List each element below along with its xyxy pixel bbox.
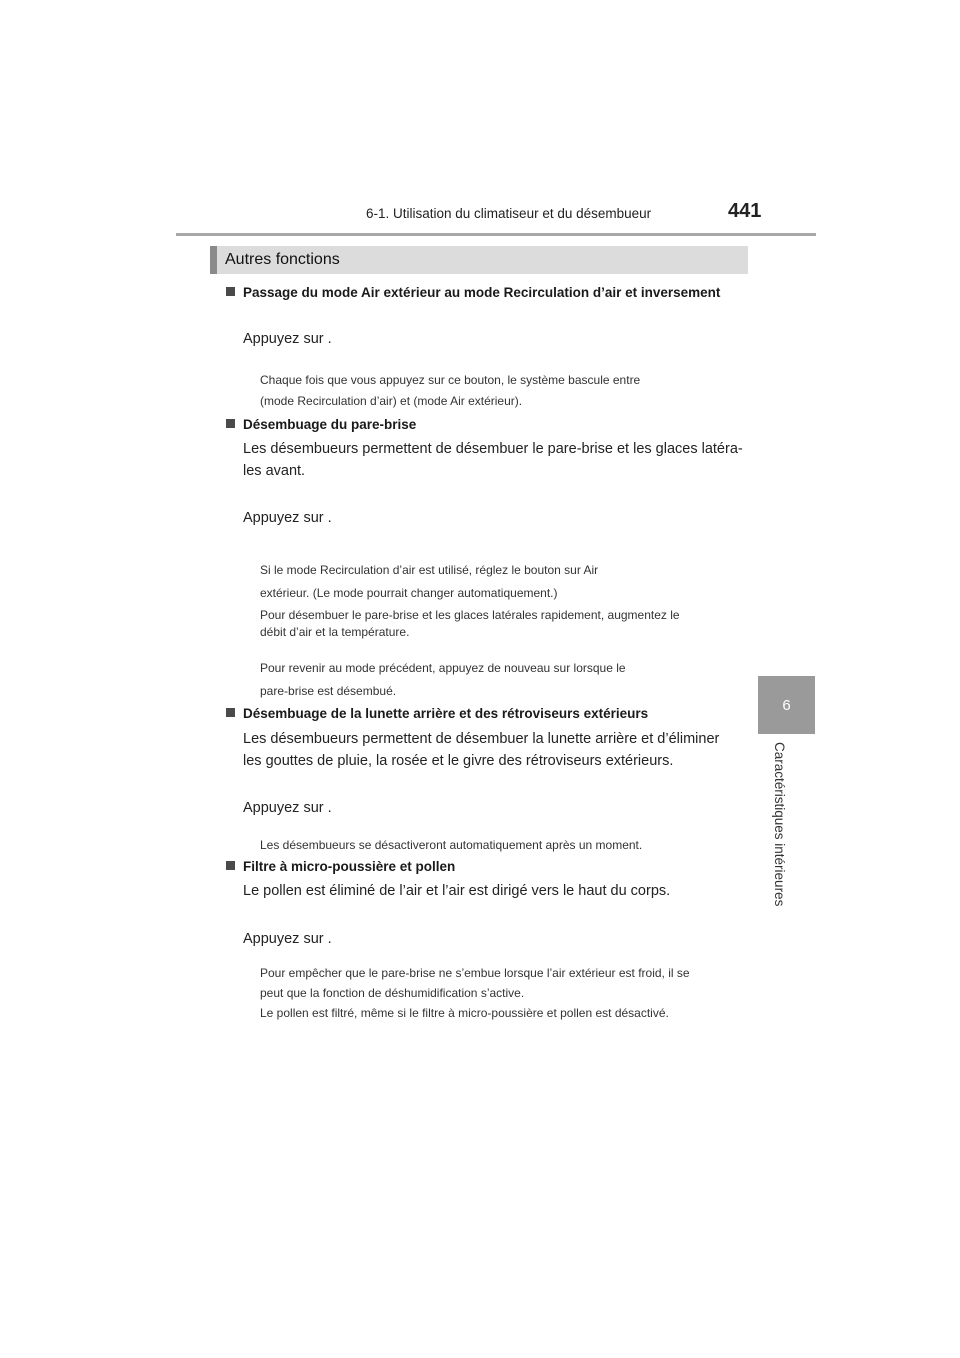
instruction-text: Appuyez sur . xyxy=(243,800,332,816)
note-text: extérieur. (Le mode pourrait changer automatiquement.) xyxy=(260,586,558,600)
bullet-square-icon xyxy=(226,861,235,870)
instruction-text: Appuyez sur . xyxy=(243,931,332,947)
note-text: Pour désembuer le pare-brise et les glaces latérales rapidement, augmentez le xyxy=(260,608,680,622)
subsection-title xyxy=(226,417,416,432)
subsection-title-text: Filtre à micro-poussière et pollen xyxy=(243,859,456,874)
bullet-square-icon xyxy=(226,287,235,296)
note-text: (mode Recirculation d’air) et (mode Air extérieur). xyxy=(260,394,523,408)
description-text: Les désembueurs permettent de désembuer la lunette arrière et d’éliminer xyxy=(243,731,720,747)
chapter-number: 6 xyxy=(782,696,791,714)
bullet-square-icon xyxy=(226,419,235,428)
subsection-title-text: Désembuage du pare-brise xyxy=(243,417,417,432)
page-number: 441 xyxy=(728,200,762,222)
note-text: Le pollen est filtré, même si le filtre à micro-poussière et pollen est désactivé. xyxy=(260,1006,669,1020)
description-text: les gouttes de pluie, la rosée et le givre des rétroviseurs extérieurs. xyxy=(243,753,674,769)
description-text: les avant. xyxy=(243,463,306,479)
note-text: débit d’air et la température. xyxy=(260,625,410,639)
bullet-square-icon xyxy=(226,708,235,717)
note-text: Pour empêcher que le pare-brise ne s’embue lorsque l’air extérieur est froid, il se xyxy=(260,966,690,980)
chapter-tab xyxy=(758,676,815,734)
instruction-text: Appuyez sur . xyxy=(243,331,332,347)
chapter-title: Caractéristiques intérieures xyxy=(772,742,787,907)
note-text: Pour revenir au mode précédent, appuyez de nouveau sur lorsque le xyxy=(260,661,626,675)
note-text: Les désembueurs se désactiveront automatiquement après un moment. xyxy=(260,838,643,852)
instruction-text: Appuyez sur . xyxy=(243,510,332,526)
running-header-title: 6-1. Utilisation du climatiseur et du désembueur xyxy=(366,206,652,221)
subsection-title xyxy=(226,859,455,874)
section-heading xyxy=(210,246,748,274)
note-text: peut que la fonction de déshumidification s’active. xyxy=(260,986,525,1000)
subsection-title xyxy=(226,706,648,721)
header-divider xyxy=(176,233,816,236)
note-text: pare-brise est désembué. xyxy=(260,684,397,698)
subsection-title xyxy=(226,285,720,300)
subsection-title-text: Désembuage de la lunette arrière et des rétroviseurs extérieurs xyxy=(243,706,649,721)
subsection-title-text: Passage du mode Air extérieur au mode Recirculation d’air et inversement xyxy=(243,285,721,300)
section-heading-text: Autres fonctions xyxy=(225,251,340,268)
description-text: Le pollen est éliminé de l’air et l’air est dirigé vers le haut du corps. xyxy=(243,883,671,899)
note-text: Si le mode Recirculation d’air est utilisé, réglez le bouton sur Air xyxy=(260,563,599,577)
note-text: Chaque fois que vous appuyez sur ce bouton, le système bascule entre xyxy=(260,373,641,387)
description-text: Les désembueurs permettent de désembuer le pare-brise et les glaces latéra- xyxy=(243,441,743,457)
